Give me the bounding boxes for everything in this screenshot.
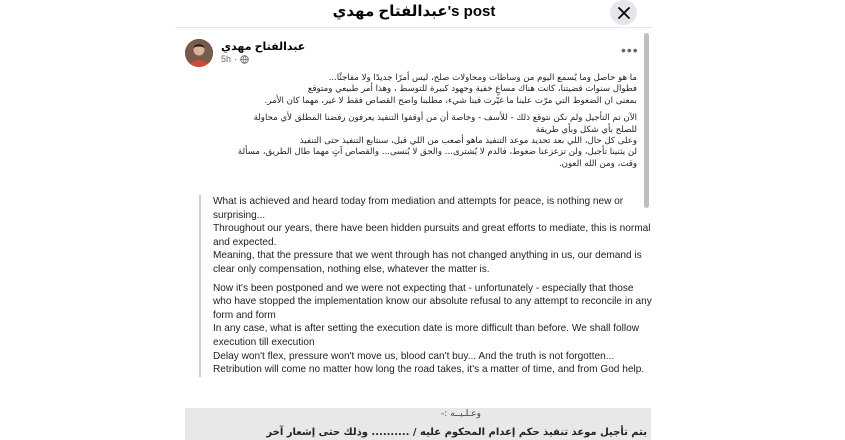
post-modal [175, 0, 653, 440]
image-text-line: وعـلـيــه :- [441, 409, 481, 419]
image-text-line: بتم تأجيل موعد تنفيذ حكم إعدام المحكوم عليه / .......... وذلك حتى إشعار آخر [266, 427, 647, 438]
arabic-line: الآن تم التأجيل ولم نكن نتوقع ذلك - للأسف - وخاصة أن من أوقفوا التنفيذ يعرفون رفضنا المطلق لأي محاولة [253, 113, 637, 124]
globe-icon [240, 55, 249, 64]
arabic-line: بمعنى ان الضغوط التي مرّت علينا ما غيّرت فينا شيء، مطلبنا واضح القصاص فقط لا غير، مهما كان الأمر. [264, 95, 637, 106]
arabic-line: فطوال سنوات قضيتنا، كانت هناك مساعٍ خفية وجهود كبيرة للتوسط ، وهذا أمر طبيعي ومتوقع [307, 84, 637, 95]
arabic-line: ما هو حاصل وما يُسمع اليوم من وساطات ومحاولات صلح، ليس أمرًا جديدًا ولا مفاجئًا... [328, 73, 637, 83]
post-text-arabic [185, 73, 637, 170]
post-translation [199, 195, 653, 377]
post-time[interactable]: 5h [221, 54, 232, 64]
translation-paragraph: What is achieved and heard today from mediation and attempts for peace, is nothing new or surprising... [213, 196, 624, 221]
post-image[interactable] [185, 408, 651, 440]
translation-paragraph: Delay won't flex, pressure won't move us, blood can't buy... And the truth is not forgotten... Retribution will come no matter how long the road takes, it's a matter of time, and from God help. [213, 350, 645, 376]
meta-separator: · [234, 54, 238, 64]
modal-scrollbar[interactable] [644, 33, 649, 208]
post-author[interactable]: عبدالفتاح مهدي [221, 41, 306, 53]
translation-paragraph: Meaning, that the pressure that we went through has not changed anything in us, our demand is clear only compensation, nothing else, whatever the matter is. [213, 250, 642, 275]
close-icon [618, 7, 630, 19]
translation-paragraph: In any case, what is after setting the execution date is more difficult than before. We shall follow execution till execution [213, 323, 640, 348]
avatar[interactable] [185, 39, 213, 67]
arabic-line: وعلى كل حال، اللي بعد تحديد موعد التنفيذ ماهو أصعب من اللي قبل، سنتابع التنفيذ حتى التنفيذ [299, 136, 637, 147]
close-button[interactable] [610, 0, 637, 25]
modal-title: عبدالفتاح مهدي's post [332, 3, 496, 20]
modal-header [175, 0, 653, 28]
arabic-line: وقت، ومن الله العون. [558, 158, 637, 169]
arabic-line: للصلح بأي شكل وبأي طريقة [535, 124, 637, 135]
post-card [185, 33, 652, 407]
post-meta [221, 54, 249, 64]
more-options-button[interactable]: ••• [621, 42, 639, 58]
translation-paragraph: Throughout our years, there have been hidden pursuits and great efforts to mediate, this is normal and expected. [213, 223, 651, 248]
arabic-line: لن يثنينا تأجيل، ولن تزعزعنا ضغوط، فالدم لا يُشترى... والحق لا يُنسى... والقصاص آتٍ مهما طال الطريق، مسألة [237, 147, 637, 158]
translation-paragraph: Now it's been postponed and we were not expecting that - unfortunately - especially that those who have stopped the implementation know our absolute refusal to any attempt to reconcile in any form and form [213, 282, 652, 321]
avatar-photo-icon [185, 39, 213, 67]
